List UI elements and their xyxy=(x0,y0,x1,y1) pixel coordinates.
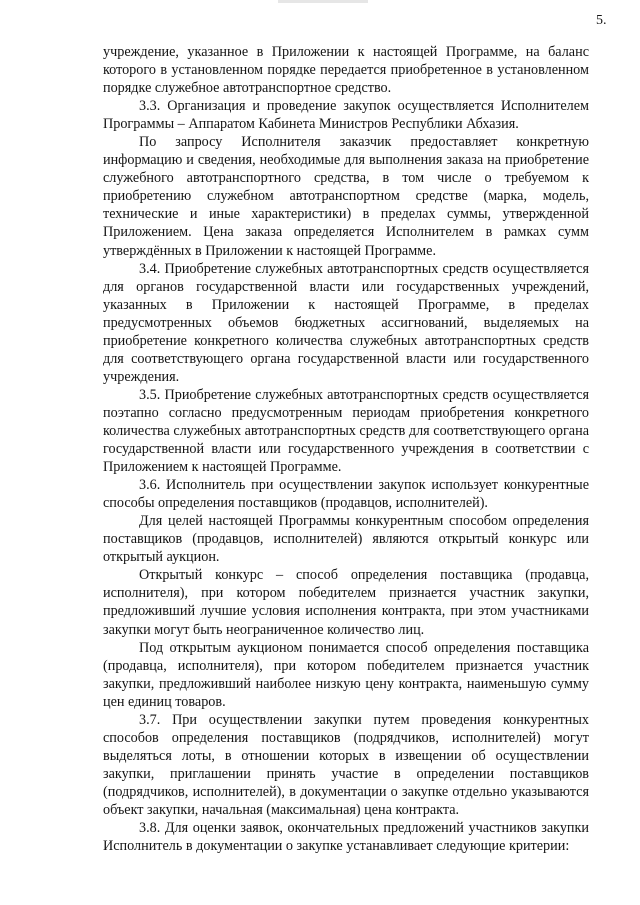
paragraph-3-5: 3.5. Приобретение служебных автотранспортных средств осуществляется поэтапно согласно предусмотренным периодам приобретения конкретного количества служебных автотранспортных средств для соответствующего органа государственной власти или государственного учреждения в соответствии с Приложением к настоящей Программе. xyxy=(103,386,589,476)
paragraph-open-tender: Открытый конкурс – способ определения поставщика (продавца, исполнителя), при котором победителем признается участник закупки, предложивший лучшие условия исполнения контракта, при этом участниками закупки могут быть неограниченное количество лиц. xyxy=(103,567,589,638)
paragraph-3-6: 3.6. Исполнитель при осуществлении закупок использует конкурентные способы определения поставщиков (продавцов, исполнителей). xyxy=(103,477,589,512)
page-number: 5. xyxy=(596,13,607,28)
document-body xyxy=(103,43,589,855)
paragraph-request-info: По запросу Исполнителя заказчик предоставляет конкретную информацию и сведения, необходимые для выполнения заказа на приобретение служебного автотранспортного средства, в том числе о требуемом к приобретению служебном автотранспортном средстве (марка, модель, технические и иные характеристики) в пределах суммы, утвержденной Приложением. Цена заказа определяется Исполнителем в рамках сумм утверждённых в Приложении к настоящей Программе. xyxy=(103,134,589,259)
scan-mark xyxy=(278,0,368,3)
paragraph-3-4: 3.4. Приобретение служебных автотранспортных средств осуществляется для органов государственной власти или государственных учреждений, указанных в Приложении к настоящей Программе, в пределах предусмотренных объемов бюджетных ассигнований, выделяемых на приобретение конкретного количества служебных автотранспортных средств для соответствующего органа государственной власти или государственного учреждения. xyxy=(103,260,589,385)
paragraph-3-7: 3.7. При осуществлении закупки путем проведения конкурентных способов определения поставщиков (подрядчиков, исполнителей) могут выделяться лоты, в отношении которых в извещении об осуществлении закупки, приглашении принять участие в определении поставщиков (подрядчиков, исполнителей), в документации о закупке отдельно указываются объект закупки, начальная (максимальная) цена контракта. xyxy=(103,711,589,818)
paragraph-open-auction: Под открытым аукционом понимается способ определения поставщика (продавца, исполнителя), при котором победителем признается участник закупки, предложивший наиболее низкую цену контракта, наименьшую сумму цен единиц товаров. xyxy=(103,639,589,710)
paragraph-competitive-methods: Для целей настоящей Программы конкурентным способом определения поставщиков (продавцов, исполнителей) являются открытый конкурс или открытый аукцион. xyxy=(103,513,589,566)
paragraph-3-8: 3.8. Для оценки заявок, окончательных предложений участников закупки Исполнитель в документации о закупке устанавливает следующие критерии: xyxy=(103,820,589,855)
paragraph-continuation: учреждение, указанное в Приложении к настоящей Программе, на баланс которого в установленном порядке передается приобретенное в установленном порядке служебное автотранспортное средство. xyxy=(103,44,589,97)
paragraph-3-3: 3.3. Организация и проведение закупок осуществляется Исполнителем Программы – Аппаратом Кабинета Министров Республики Абхазия. xyxy=(103,98,589,133)
